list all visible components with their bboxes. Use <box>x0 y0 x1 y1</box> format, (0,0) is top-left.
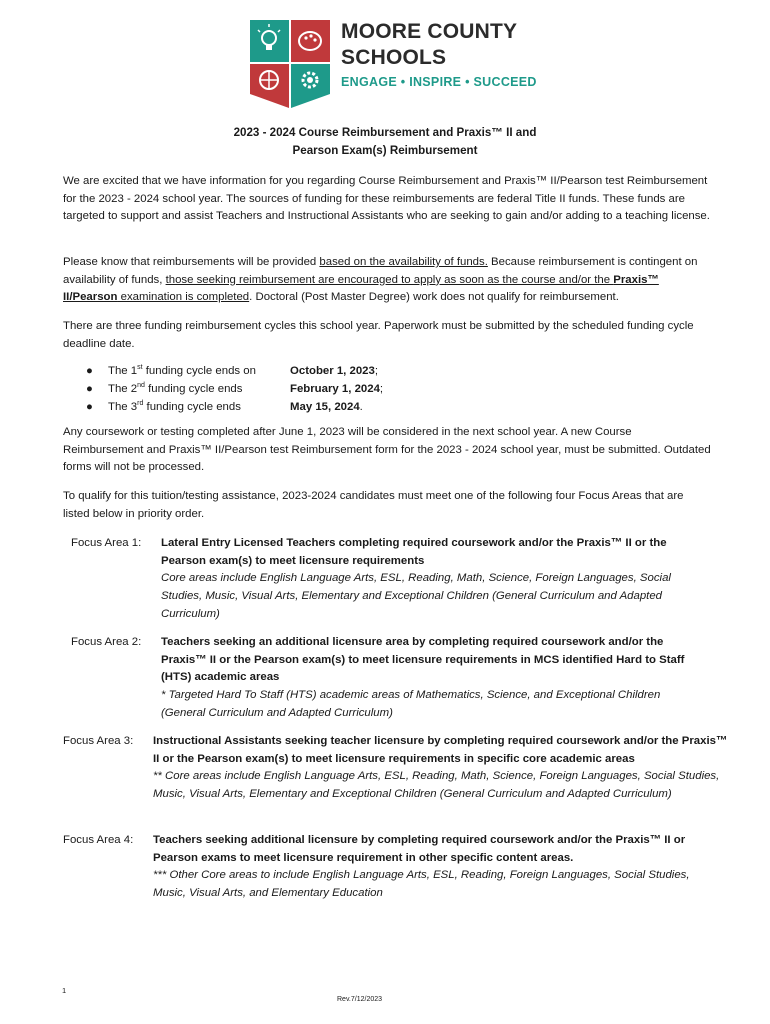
title-line2: Pearson Exam(s) Reimbursement <box>292 144 478 157</box>
focus-area-label: Focus Area 2: <box>71 636 142 648</box>
funding-cycle-item <box>86 363 256 381</box>
document-title <box>0 124 770 160</box>
brand-name-line1: MOORE COUNTY <box>341 20 518 43</box>
availability-text-3: . Doctoral (Post Master Degree) work does not qualify for reimbursement. <box>249 291 619 304</box>
availability-underline-3: examination is completed <box>117 291 250 304</box>
availability-underline-1: based on the availability of funds. <box>319 256 488 268</box>
next-year-paragraph: Any coursework or testing completed after June 1, 2023 will be considered in the next school year. A new Course Reimbursement and Praxis™ II/Pearson test Reimbursement form for the 2023 - 2024 school year, must be submitted. Outdated forms will not be processed. <box>63 426 711 474</box>
focus-area-label: Focus Area 3: <box>63 735 134 747</box>
cycle-date-punct: ; <box>374 365 379 377</box>
cycle-date-punct: ; <box>379 383 384 395</box>
cycle-text-end: funding cycle ends on <box>142 365 256 377</box>
cycle-ordinal: rd <box>137 400 144 408</box>
focus-area-note: * Targeted Hard To Staff (HTS) academic areas of Mathematics, Science, and Exceptional Children (General Curriculum and Adapted Curriculum) <box>161 689 661 719</box>
cycle-text: The 3 <box>108 401 138 413</box>
cycle-date-value: February 1, 2024 <box>290 383 380 395</box>
bullet-icon: ● <box>86 383 93 395</box>
district-logo <box>248 18 548 112</box>
funding-cycle-item <box>86 399 241 417</box>
funding-cycle-date <box>290 363 378 381</box>
focus-area-body <box>161 535 701 624</box>
brand-tagline: ENGAGE • INSPIRE • SUCCEED <box>341 75 537 89</box>
cycle-text-end: funding cycle ends <box>144 383 243 395</box>
page-number: 1 <box>62 986 67 995</box>
revision-date: Rev.7/12/2023 <box>337 996 383 1003</box>
focus-area-label: Focus Area 4: <box>63 834 134 846</box>
brand-name-line2: SCHOOLS <box>341 46 447 69</box>
focus-area-heading: Instructional Assistants seeking teacher licensure by completing required coursework and/or the Praxis™ II or the Pearson exam(s) to meet licensure requirements in specific core academic areas <box>153 735 728 765</box>
intro-paragraph: We are excited that we have information for you regarding Course Reimbursement and Praxis™ II/Pearson test Reimbursement for the 2023 - 2024 school year. The sources of funding for these reimbursements are federal Title II funds. These funds are targeted to support and assist Teachers and Instructional Assistants who are seeking to gain and/or adding to a teaching license. <box>63 175 710 223</box>
focus-area-heading: Lateral Entry Licensed Teachers completing required coursework and/or the Praxis™ II or the Pearson exam(s) to meet licensure requirements <box>161 537 667 567</box>
focus-area-label: Focus Area 1: <box>71 537 142 549</box>
focus-area-note: Core areas include English Language Arts, ESL, Reading, Math, Science, Foreign Languages, Social Studies, Music, Visual Arts, Elementary and Exceptional Children (General Curriculum and Adapted Curriculum) <box>161 572 671 620</box>
focus-area-note: *** Other Core areas to include English Language Arts, ESL, Reading, Foreign Languages, Social Studies, Music, Visual Arts, and Elementary Education <box>153 869 690 900</box>
cycle-text: The 1 <box>108 365 138 377</box>
cycle-date-punct: . <box>359 401 363 413</box>
cycles-intro-paragraph: There are three funding reimbursement cycles this school year. Paperwork must be submitted by the scheduled funding cycle deadline date. <box>63 320 694 350</box>
funding-cycle-item <box>86 381 242 399</box>
cycle-date-value: October 1, 2023 <box>290 365 375 377</box>
cycle-text: The 2 <box>108 383 138 395</box>
availability-paragraph <box>63 254 713 307</box>
qualify-paragraph: To qualify for this tuition/testing assistance, 2023-2024 candidates must meet one of the following four Focus Areas that are listed below in priority order. <box>63 490 684 520</box>
funding-cycle-date <box>290 399 363 417</box>
focus-area-body <box>153 733 731 804</box>
focus-area-note: ** Core areas include English Language Arts, ESL, Reading, Math, Science, Foreign Languages, Social Studies, Music, Visual Arts, Elementary and Exceptional Children (General Curriculum and Adapted Curriculum) <box>153 770 720 801</box>
availability-text-1: Please know that reimbursements will be provided <box>63 256 320 268</box>
funding-cycle-date <box>290 381 383 399</box>
availability-underline-2: those seeking reimbursement are encouraged to apply as soon as the course and/or the <box>165 273 614 286</box>
bullet-icon: ● <box>86 401 93 413</box>
cycle-ordinal: st <box>137 364 143 372</box>
cycle-date-value: May 15, 2024 <box>290 401 360 413</box>
focus-area-heading: Teachers seeking additional licensure by completing required coursework and/or the Praxis™ II or Pearson exams to meet licensure requirement in other specific content areas. <box>153 834 686 864</box>
cycle-text-end: funding cycle ends <box>143 401 241 413</box>
focus-area-body <box>161 634 701 723</box>
bullet-icon: ● <box>86 365 93 377</box>
focus-area-body <box>153 832 718 903</box>
availability-underline-bold: Praxis™ II/Pearson <box>63 273 659 304</box>
cycle-ordinal: nd <box>137 382 145 390</box>
title-line1: 2023 - 2024 Course Reimbursement and Praxis™ II and <box>233 126 537 139</box>
availability-text-2: Because reimbursement is contingent on availability of funds, <box>63 256 698 286</box>
focus-area-heading: Teachers seeking an additional licensure area by completing required coursework and/or the Praxis™ II or the Pearson exam(s) to meet licensure requirements in MCS identified Hard to Staff (HTS) academic areas <box>161 636 685 684</box>
shield-logo-icon <box>248 18 332 110</box>
